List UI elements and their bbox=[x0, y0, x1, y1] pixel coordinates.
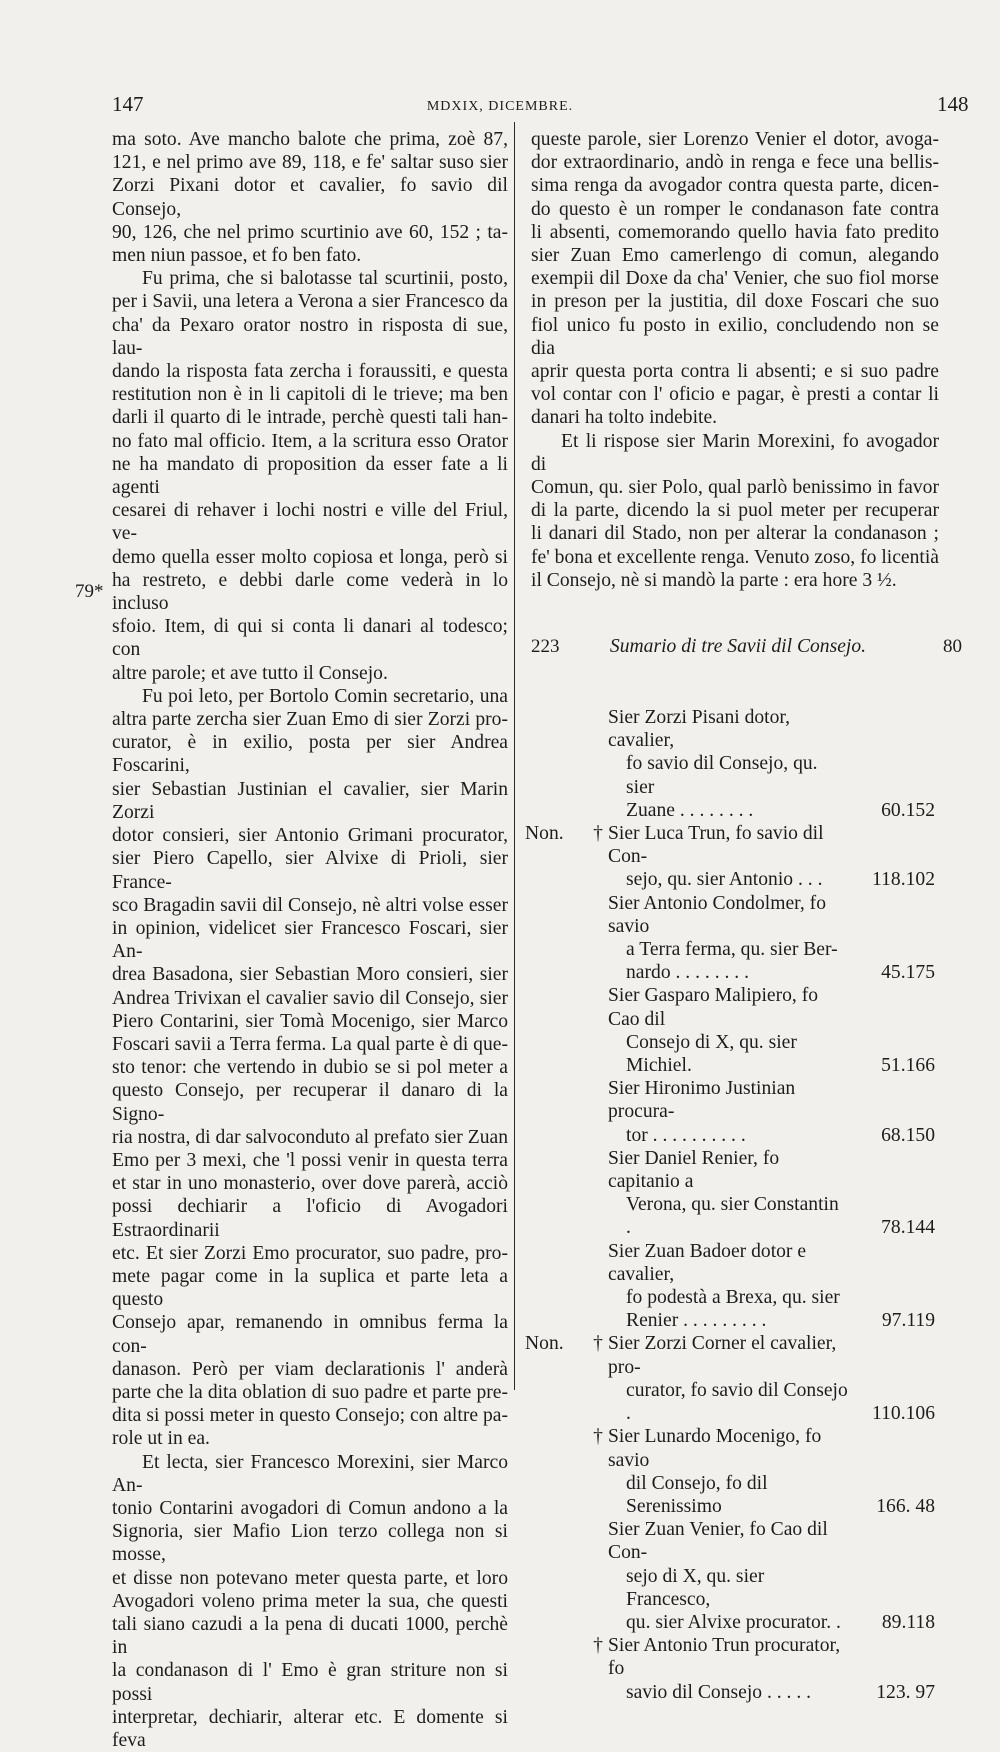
text-line: curator, è in exilio, posta per sier Andrea Foscarini, bbox=[112, 732, 508, 777]
left-column bbox=[112, 128, 508, 1752]
page-number-left: 147 bbox=[112, 92, 144, 116]
text-line: danari ha tolto indebite. bbox=[531, 407, 718, 429]
entry-prefix: Non. bbox=[525, 1333, 564, 1355]
text-line: interpretar, dechiarir, alterar etc. E domente si feva bbox=[112, 1706, 508, 1752]
text-line: exempii dil Doxe da cha' Venier, che suo fiol morse bbox=[531, 268, 939, 290]
text-line: ne ha mandato di proposition da esser fate a li agenti bbox=[112, 453, 508, 499]
entry-line: Sier Hironimo Justinian procura- bbox=[608, 1078, 796, 1123]
text-line: drea Basadona, sier Sebastian Moro consieri, sier bbox=[112, 964, 508, 986]
text-line: di la parte, dicendo la si puol meter per recuperar bbox=[531, 500, 939, 522]
page-number-right: 148 bbox=[937, 92, 969, 116]
text-line: ma soto. Ave mancho balote che prima, zoè 87, bbox=[112, 129, 508, 150]
entry-name bbox=[608, 984, 848, 1077]
entry-line: fo savio dil Consejo, qu. sier bbox=[626, 753, 818, 798]
text-line: Zorzi Pixani dotor et cavalier, fo savio dil Consejo, bbox=[112, 175, 508, 220]
text-line: in preson per la justitia, dil doxe Foscari che suo bbox=[531, 291, 939, 313]
vote-count: 68.150 bbox=[881, 1124, 935, 1146]
text-line: Et li rispose sier Marin Morexini, fo avogador di bbox=[531, 430, 939, 475]
text-line: Consejo apar, remanendo in omnibus ferma la con- bbox=[112, 1312, 508, 1357]
entry-line: a Terra ferma, qu. sier Ber- bbox=[626, 939, 838, 961]
margin-note-right: 80 bbox=[943, 636, 962, 657]
entry-line: qu. sier Alvixe procurator. . bbox=[626, 1611, 841, 1633]
text-line: sco Bragadin savii dil Consejo, nè altri volse esser bbox=[112, 894, 508, 916]
text-line: dor extraordinario, andò in renga e fece una bellis- bbox=[531, 152, 939, 174]
text-line: Emo per 3 mexi, che 'l possi venir in questa terra bbox=[112, 1149, 508, 1171]
entry-name bbox=[608, 822, 848, 892]
text-line: in opinion, videlicet sier Francesco Foscari, sier An- bbox=[112, 917, 508, 963]
entry-line: Renier . . . . . . . . . bbox=[626, 1310, 767, 1332]
vote-count: 166. 48 bbox=[876, 1495, 935, 1517]
text-line: Avogadori voleno prima meter la sua, che questi bbox=[112, 1590, 508, 1612]
text-line: sier Zuan Emo camerlengo di comun, alegando bbox=[531, 245, 939, 267]
vote-entry bbox=[525, 1077, 945, 1147]
vote-entry bbox=[525, 706, 945, 822]
text-line: altre parole; et ave tutto il Consejo. bbox=[112, 662, 388, 684]
vote-count: 60.152 bbox=[881, 799, 935, 821]
text-line: 121, e nel primo ave 89, 118, e fe' saltar suso sier bbox=[112, 152, 508, 174]
entry-line: Sier Luca Trun, fo savio dil Con- bbox=[608, 823, 824, 868]
dagger-mark: † bbox=[593, 1635, 603, 1657]
text-line: dita si possi meter in questo Consejo; con altre pa- bbox=[112, 1405, 508, 1427]
entry-name bbox=[608, 1332, 848, 1425]
paragraph bbox=[112, 128, 508, 267]
entry-name bbox=[608, 1147, 848, 1240]
entry-name bbox=[608, 1518, 848, 1634]
vote-entry bbox=[525, 984, 945, 1077]
text-line: et disse non potevano meter questa parte, et loro bbox=[112, 1567, 508, 1589]
text-line: sfoio. Item, di qui si conta li danari al todesco; con bbox=[112, 616, 508, 661]
vote-count: 118.102 bbox=[872, 869, 935, 891]
text-line: il Consejo, nè si mandò la parte : era hore 3 ½. bbox=[531, 569, 897, 591]
text-line: Et lecta, sier Francesco Morexini, sier Marco An- bbox=[112, 1451, 508, 1496]
text-line: tonio Contarini avogadori di Comun andono a la bbox=[112, 1497, 508, 1519]
vote-count: 110.106 bbox=[872, 1403, 935, 1425]
paragraph bbox=[531, 430, 939, 592]
text-line: etc. Et sier Zorzi Emo procurator, suo padre, pro- bbox=[112, 1242, 508, 1264]
text-line: Signoria, sier Mafio Lion terzo collega non si mosse, bbox=[112, 1521, 508, 1566]
text-line: per i Savii, una letera a Verona a sier Francesco da bbox=[112, 291, 508, 313]
text-line: sto tenor: che vertendo in dubio se si pol meter a bbox=[112, 1057, 508, 1079]
entry-name bbox=[608, 1425, 848, 1518]
text-line: questo Consejo, per recuperar il danaro di la Signo- bbox=[112, 1080, 508, 1125]
vote-entry bbox=[525, 1425, 945, 1518]
entry-line: nardo . . . . . . . . bbox=[626, 962, 749, 984]
entry-name bbox=[608, 1240, 848, 1333]
text-line: fe' bona et excellente renga. Venuto zoso, fo licentià bbox=[531, 546, 939, 568]
text-line: fiol unico fu posto in exilio, concludendo non se dia bbox=[531, 314, 939, 359]
text-line: possi dechiarir a l'oficio di Avogadori Estraordinarii bbox=[112, 1196, 508, 1241]
vote-entry bbox=[525, 1332, 945, 1425]
section-number: 223 bbox=[531, 636, 560, 657]
vote-count: 45.175 bbox=[881, 962, 935, 984]
entry-line: Sier Antonio Condolmer, fo savio bbox=[608, 892, 826, 937]
text-line: cha' da Pexaro orator nostro in risposta di sue, lau- bbox=[112, 314, 508, 359]
entry-line: Sier Antonio Trun procurator, fo bbox=[608, 1635, 841, 1680]
entry-line: Sier Gasparo Malipiero, fo Cao dil bbox=[608, 985, 819, 1030]
running-head: MDXIX, DICEMBRE. bbox=[426, 99, 574, 114]
entry-line: Zuane . . . . . . . . bbox=[626, 799, 754, 821]
vote-count: 123. 97 bbox=[876, 1681, 935, 1703]
entry-name bbox=[608, 1634, 848, 1704]
dagger-mark: † bbox=[593, 1426, 603, 1448]
text-line: ria nostra, di dar salvoconduto al prefato sier Zuan bbox=[112, 1126, 508, 1148]
column-rule bbox=[514, 122, 515, 1390]
paragraph bbox=[112, 1451, 508, 1752]
text-line: la condanason di l' Emo è gran striture non si possi bbox=[112, 1660, 508, 1705]
text-line: et star in uno monasterio, over dove parerà, acciò bbox=[112, 1173, 508, 1195]
text-line: Andrea Trivixan el cavalier savio dil Consejo, sier bbox=[112, 987, 508, 1009]
text-line: queste parole, sier Lorenzo Venier el dotor, avoga- bbox=[531, 129, 939, 150]
summary-title: Sumario di tre Savii dil Consejo. bbox=[609, 636, 867, 657]
vote-entry bbox=[525, 1240, 945, 1333]
text-line: Fu prima, che si balotasse tal scurtinii, posto, bbox=[142, 268, 508, 290]
entry-line: fo podestà a Brexa, qu. sier bbox=[626, 1287, 840, 1309]
text-line: sier Sebastian Justinian el cavalier, sier Marin Zorzi bbox=[112, 778, 508, 823]
text-line: Foscari savii a Terra ferma. La qual parte è di que- bbox=[112, 1033, 508, 1055]
right-column bbox=[531, 128, 939, 592]
text-line: darli il quarto di le intrade, perchè questi tali han- bbox=[112, 407, 508, 429]
vote-entry bbox=[525, 822, 945, 892]
paragraph bbox=[112, 267, 508, 685]
paragraph bbox=[531, 128, 939, 430]
margin-note-left: 79* bbox=[75, 581, 104, 602]
text-line: restitution non è in li capitoli di le trieve; ma ben bbox=[112, 384, 508, 406]
entry-line: Sier Zorzi Pisani dotor, cavalier, bbox=[608, 707, 791, 752]
text-line: parte che la dita oblation di suo padre et parte pre- bbox=[112, 1381, 508, 1403]
entry-line: sejo di X, qu. sier Francesco, bbox=[626, 1565, 765, 1610]
entry-line: Consejo di X, qu. sier Michiel. bbox=[626, 1031, 797, 1077]
entry-name bbox=[608, 706, 848, 822]
text-line: sier Piero Capello, sier Alvixe di Prioli, sier France- bbox=[112, 848, 508, 893]
text-line: altra parte zercha sier Zuan Emo di sier Zorzi pro- bbox=[112, 709, 508, 731]
entry-line: Sier Zorzi Corner el cavalier, pro- bbox=[608, 1333, 837, 1378]
vote-entry bbox=[525, 1147, 945, 1240]
dagger-mark: † bbox=[593, 823, 603, 845]
vote-count: 78.144 bbox=[881, 1217, 935, 1239]
text-line: mete pagar come in la suplica et parte leta a questo bbox=[112, 1265, 508, 1311]
text-line: Comun, qu. sier Polo, qual parlò benissimo in favor bbox=[531, 477, 939, 499]
text-line: tali siano cazudi a la pena di ducati 1000, perchè in bbox=[112, 1614, 508, 1659]
entry-line: tor . . . . . . . . . . bbox=[626, 1124, 746, 1146]
vote-entry bbox=[525, 1634, 945, 1704]
vote-entry bbox=[525, 1518, 945, 1634]
entry-line: curator, fo savio dil Consejo . bbox=[626, 1379, 848, 1425]
text-line: Fu poi leto, per Bortolo Comin secretario, una bbox=[142, 685, 508, 707]
vote-count: 89.118 bbox=[881, 1611, 935, 1633]
text-line: li danari dil Stado, non per alterar la condanason ; bbox=[531, 523, 939, 545]
entry-name bbox=[608, 1077, 848, 1147]
text-line: aprir questa porta contra li absenti; e si suo padre bbox=[531, 361, 939, 383]
text-line: men niun passoe, et fo ben fato. bbox=[112, 245, 362, 267]
entry-line: Sier Zuan Badoer dotor e cavalier, bbox=[608, 1240, 807, 1285]
text-line: danason. Però per viam declarationis l' anderà bbox=[112, 1358, 508, 1380]
vote-count: 97.119 bbox=[881, 1310, 935, 1332]
entry-line: Sier Daniel Renier, fo capitanio a bbox=[608, 1147, 780, 1193]
text-line: dotor consieri, sier Antonio Grimani procurator, bbox=[112, 825, 508, 847]
entry-line: Sier Zuan Venier, fo Cao dil Con- bbox=[608, 1519, 828, 1564]
entry-line: Verona, qu. sier Constantin . bbox=[626, 1194, 839, 1239]
text-line: Piero Contarini, sier Tomà Mocenigo, sier Marco bbox=[112, 1010, 508, 1032]
paragraph bbox=[112, 685, 508, 1451]
entry-line: sejo, qu. sier Antonio . . . bbox=[626, 869, 823, 891]
entry-line: savio dil Consejo . . . . . bbox=[626, 1681, 812, 1703]
text-line: sima renga da avogador contra questa parte, dicen- bbox=[531, 175, 939, 197]
text-line: ha restreto, e debbi darle come vederà in lo incluso bbox=[112, 569, 508, 615]
text-line: vol contar con l' oficio e pagar, è presti a contar li bbox=[531, 384, 939, 406]
entry-line: dil Consejo, fo dil Serenissimo bbox=[626, 1472, 768, 1517]
text-line: role ut in ea. bbox=[112, 1428, 210, 1450]
vote-entry bbox=[525, 892, 945, 985]
text-line: no fato mal officio. Item, a la scritura esso Orator bbox=[112, 430, 508, 452]
text-line: demo quella esser molto copiosa et longa, però si bbox=[112, 546, 508, 568]
text-line: do questo è un romper le condanason fate contra bbox=[531, 198, 939, 220]
vote-count: 51.166 bbox=[881, 1055, 935, 1077]
text-line: dando la risposta fata zercha i foraussiti, e questa bbox=[112, 361, 508, 383]
text-line: cesarei di rehaver i lochi nostri e ville del Friul, ve- bbox=[112, 500, 508, 545]
text-line: 90, 126, che nel primo scurtinio ave 60, 152 ; ta- bbox=[112, 221, 508, 243]
text-line: li absenti, comemorando quello havia fato predito bbox=[531, 221, 939, 243]
entry-name bbox=[608, 892, 848, 985]
dagger-mark: † bbox=[593, 1333, 603, 1355]
vote-list bbox=[525, 706, 945, 1704]
entry-prefix: Non. bbox=[525, 823, 564, 845]
entry-line: Sier Lunardo Mocenigo, fo savio bbox=[608, 1426, 822, 1471]
